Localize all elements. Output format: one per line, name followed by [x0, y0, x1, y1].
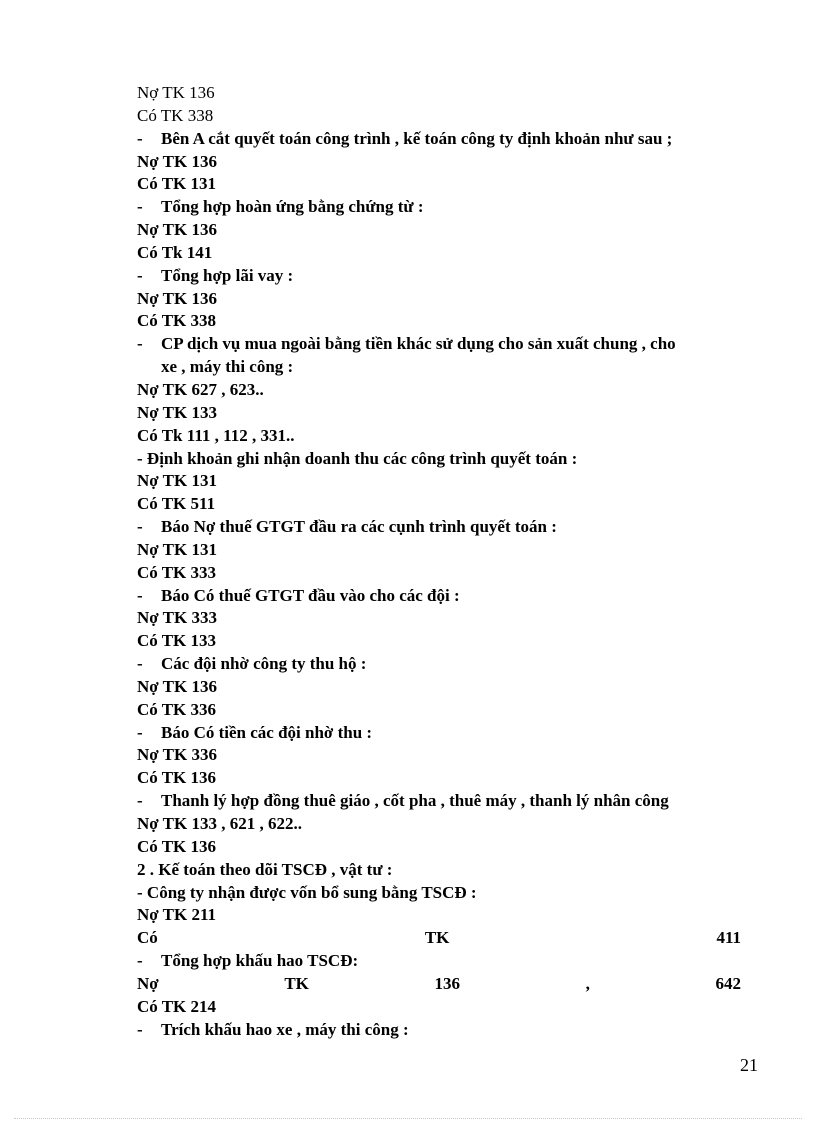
text-line: Có Tk 141: [137, 242, 213, 262]
bullet-dash: -: [137, 1019, 143, 1039]
text-line: Có TK 214: [137, 996, 217, 1016]
text-line: Nợ TK 131: [137, 539, 217, 559]
word: 136: [434, 973, 460, 993]
bullet-dash: -: [137, 334, 143, 354]
bullet-dash: -: [137, 722, 143, 742]
text-line: Có TK 131: [137, 174, 217, 194]
bullet-item: [137, 333, 741, 356]
text-line: Nợ TK 136: [137, 288, 217, 308]
bullet-text: Trích khấu hao xe , máy thi công :: [161, 1019, 409, 1039]
bullet-item: [137, 950, 741, 973]
text-line: Nợ TK 133 , 621 , 622..: [137, 814, 302, 833]
text-line: Nợ TK 136: [137, 151, 217, 171]
text-line: Nợ TK 211: [137, 905, 217, 925]
bullet-dash: -: [137, 654, 143, 674]
bullet-text: Thanh lý hợp đồng thuê giáo , cốt pha , thuê máy , thanh lý nhân công: [161, 791, 669, 811]
bullet-text: Bên A cắt quyết toán công trình , kế toán công ty định khoản như sau ;: [161, 128, 673, 148]
bullet-dash: -: [137, 265, 143, 285]
text-line: Nợ TK 133: [137, 402, 217, 422]
text-line: Có TK 133: [137, 631, 217, 651]
bullet-continuation: xe , máy thi công :: [161, 357, 294, 377]
bullet-dash: -: [137, 585, 143, 605]
text-line: Nợ TK 333: [137, 608, 217, 628]
text-line: Có TK 136: [137, 768, 217, 788]
bullet-dash: -: [137, 517, 143, 537]
text-line: Nợ TK 627 , 623..: [137, 379, 264, 399]
bullet-text: CP dịch vụ mua ngoài bằng tiền khác sử dụng cho sản xuất chung , cho: [161, 334, 676, 354]
bullet-text: Báo Có tiền các đội nhờ thu :: [161, 722, 373, 742]
text-line: - Công ty nhận được vốn bổ sung bằng TSCĐ :: [137, 882, 477, 902]
text-line: Có TK 336: [137, 699, 217, 719]
bullet-item: [137, 585, 741, 608]
bullet-text: Tổng hợp lãi vay :: [161, 265, 294, 285]
text-line: Có TK 136: [137, 836, 217, 856]
bullet-text: Báo Có thuế GTGT đầu vào cho các đội :: [161, 585, 460, 605]
bullet-text: Các đội nhờ công ty thu hộ :: [161, 654, 367, 674]
bullet-item: [137, 722, 741, 745]
text-line: Có TK 511: [137, 494, 216, 514]
word: 411: [716, 928, 741, 948]
text-line: Nợ TK 136: [137, 83, 215, 102]
bullet-text: Báo Nợ thuế GTGT đầu ra các cụnh trình quyết toán :: [161, 517, 557, 537]
text-line: Nợ TK 336: [137, 745, 217, 765]
text-line: Nợ TK 136: [137, 676, 217, 696]
document-body: [137, 82, 741, 1041]
word: TK: [424, 928, 450, 948]
text-line: Nợ TK 136: [137, 220, 217, 240]
word: ,: [585, 973, 590, 993]
bullet-item: [137, 516, 741, 539]
bullet-item: [137, 790, 741, 813]
bullet-item: [137, 1019, 741, 1042]
text-line: Có Tk 111 , 112 , 331..: [137, 425, 295, 445]
bullet-dash: -: [137, 791, 143, 811]
text-line: Có TK 338: [137, 105, 214, 125]
justified-line: [137, 927, 741, 950]
bullet-item: [137, 196, 741, 219]
bullet-dash: -: [137, 951, 143, 971]
page-number: 21: [740, 1055, 758, 1075]
justified-line: [137, 973, 741, 996]
section-heading: 2 . Kế toán theo dõi TSCĐ , vật tư :: [137, 859, 393, 879]
page-bottom-divider: [14, 1118, 802, 1119]
bullet-item: [137, 128, 741, 151]
bullet-text: Tổng hợp khấu hao TSCĐ:: [161, 951, 359, 971]
bullet-item: [137, 653, 741, 676]
word: TK: [284, 973, 309, 993]
bullet-dash: -: [137, 128, 143, 148]
text-line: Có TK 338: [137, 311, 217, 331]
word: Có: [137, 928, 158, 948]
word: 642: [715, 973, 741, 993]
text-line: - Định khoản ghi nhận doanh thu các công trình quyết toán :: [137, 448, 578, 468]
bullet-dash: -: [137, 197, 143, 217]
word: Nợ: [137, 973, 159, 993]
bullet-item: [137, 265, 741, 288]
text-line: Có TK 333: [137, 562, 217, 582]
bullet-text: Tổng hợp hoàn ứng bằng chứng từ :: [161, 197, 424, 217]
text-line: Nợ TK 131: [137, 471, 217, 491]
